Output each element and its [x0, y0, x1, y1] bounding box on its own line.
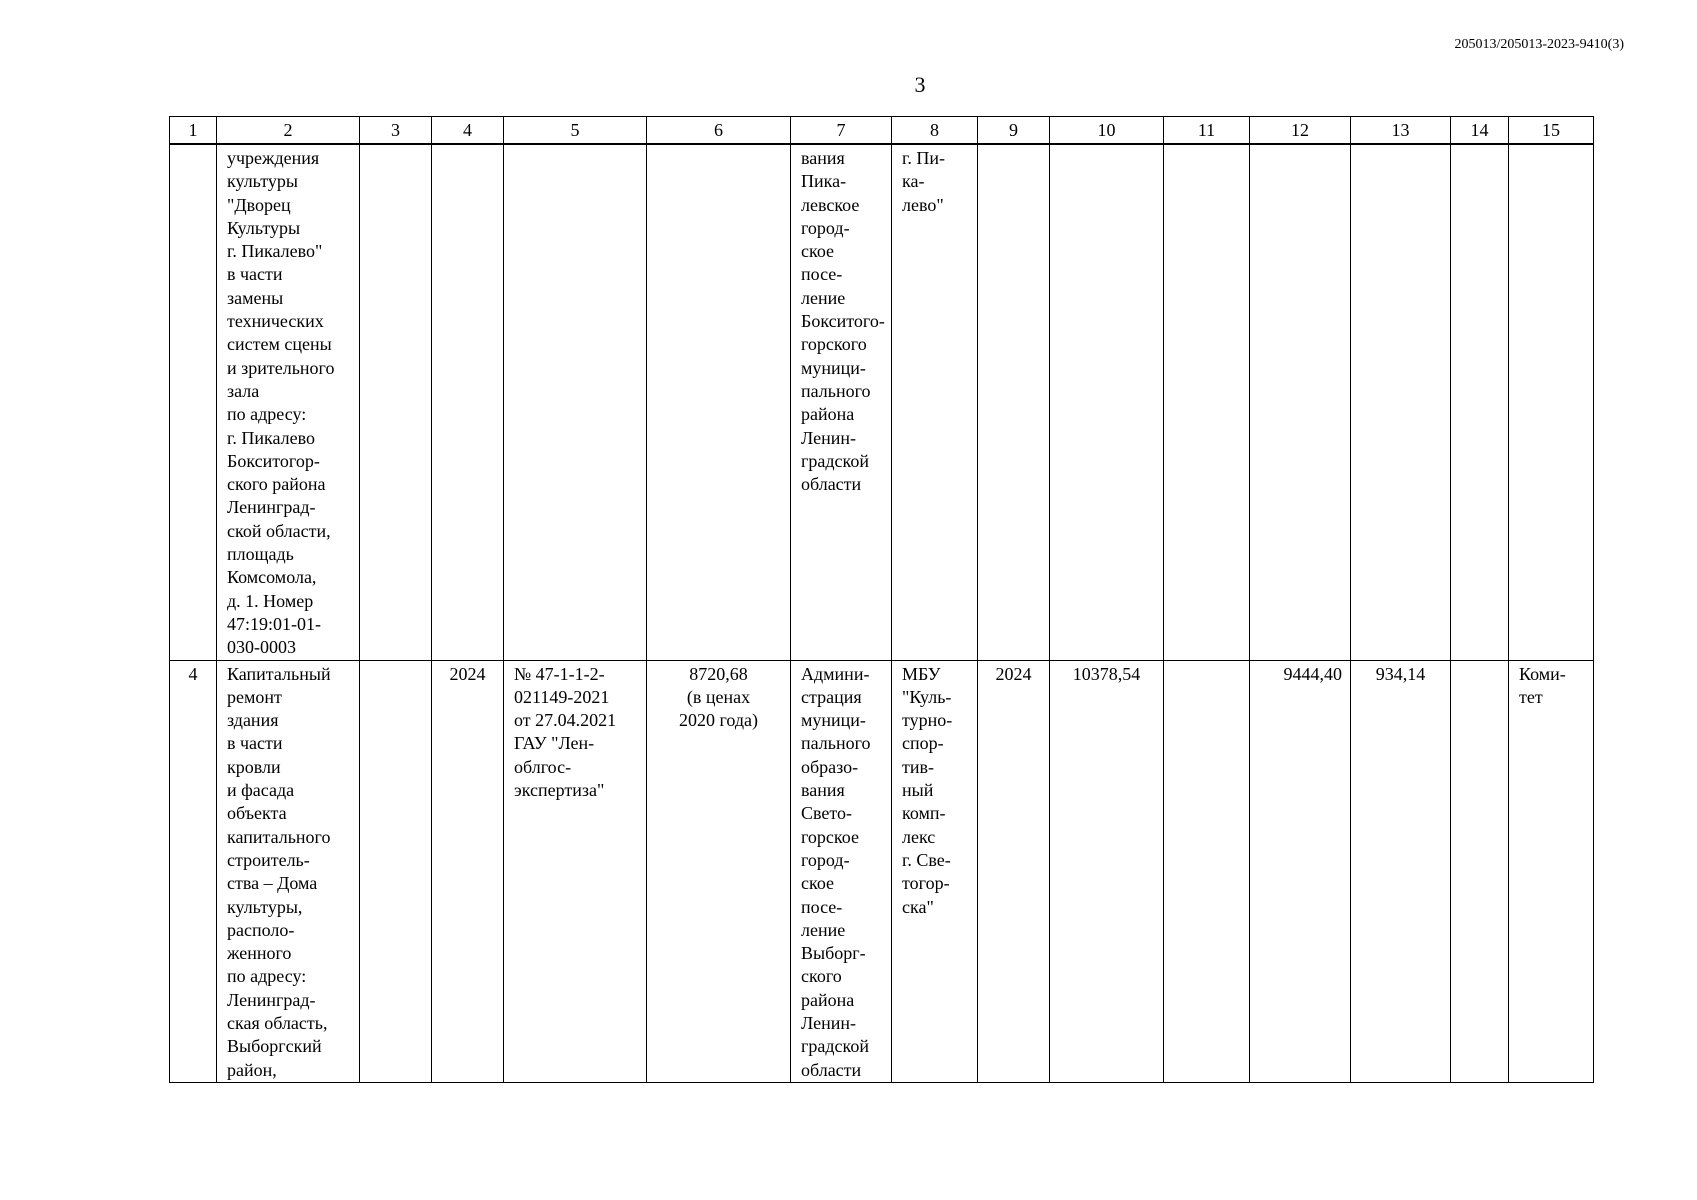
table-cell	[978, 144, 1050, 660]
table-cell	[360, 660, 432, 1082]
row-number-cell: 4	[170, 660, 217, 1082]
column-header: 10	[1050, 117, 1164, 145]
year-cell: 2024	[432, 660, 504, 1082]
object-name-cell: учреждения культуры "Дворец Культуры г. Пикалево" в части замены технических систем сцены и зрительного зала по адресу: г. Пикалево Бокситогор- ского района Ленинград- ской области, площадь Комсомола, д. 1. Номер 47:19:01-01- 030-0003	[217, 144, 360, 660]
document-code: 205013/205013-2023-9410(3)	[1454, 37, 1624, 52]
table-cell	[170, 144, 217, 660]
column-header: 8	[892, 117, 978, 145]
column-header: 2	[217, 117, 360, 145]
year-cell: 2024	[978, 660, 1050, 1082]
table-row	[170, 660, 1594, 1082]
total-amount-cell: 10378,54	[1050, 660, 1164, 1082]
column-header: 5	[504, 117, 647, 145]
object-name-cell: Капитальный ремонт здания в части кровли и фасада объекта капитального строитель- ства – Дома культуры, располо- женного по адресу: Ленинград- ская область, Выборгский район,	[217, 660, 360, 1082]
table-cell	[1164, 144, 1250, 660]
amount-cell: 9444,40	[1250, 660, 1351, 1082]
table-row	[170, 144, 1594, 660]
table-cell	[1050, 144, 1164, 660]
column-header: 14	[1451, 117, 1509, 145]
table-cell	[1164, 660, 1250, 1082]
column-header: 13	[1351, 117, 1451, 145]
table-cell	[1509, 144, 1594, 660]
institution-cell: г. Пи- ка- лево"	[892, 144, 978, 660]
column-header: 4	[432, 117, 504, 145]
column-header: 15	[1509, 117, 1594, 145]
column-header: 12	[1250, 117, 1351, 145]
responsible-cell: Коми- тет	[1509, 660, 1594, 1082]
expertise-cell: № 47-1-1-2- 021149-2021 от 27.04.2021 ГАУ "Лен- облгос- экспертиза"	[504, 660, 647, 1082]
customer-cell: вания Пика- левское город- ское посе- ление Бокситого- горского муници- пального района Ленин- градской области	[791, 144, 892, 660]
column-header: 1	[170, 117, 217, 145]
table-cell	[504, 144, 647, 660]
table-cell	[360, 144, 432, 660]
table-cell	[1451, 144, 1509, 660]
table-cell	[1451, 660, 1509, 1082]
table-cell	[1351, 144, 1451, 660]
cost-cell: 8720,68 (в ценах 2020 года)	[647, 660, 791, 1082]
column-header: 6	[647, 117, 791, 145]
column-header: 7	[791, 117, 892, 145]
column-header: 9	[978, 117, 1050, 145]
customer-cell: Админи- страция муници- пального образо- вания Свето- горское город- ское посе- ление Выборг- ского района Ленин- градской области	[791, 660, 892, 1082]
table-cell	[647, 144, 791, 660]
amount-cell: 934,14	[1351, 660, 1451, 1082]
table-cell	[432, 144, 504, 660]
column-number-row	[170, 117, 1594, 145]
column-header: 3	[360, 117, 432, 145]
institution-cell: МБУ "Куль- турно- спор- тив- ный комп- лекс г. Све- тогор- ска"	[892, 660, 978, 1082]
page-number: 3	[914, 72, 926, 97]
table-cell	[1250, 144, 1351, 660]
column-header: 11	[1164, 117, 1250, 145]
data-table	[169, 116, 1594, 1083]
